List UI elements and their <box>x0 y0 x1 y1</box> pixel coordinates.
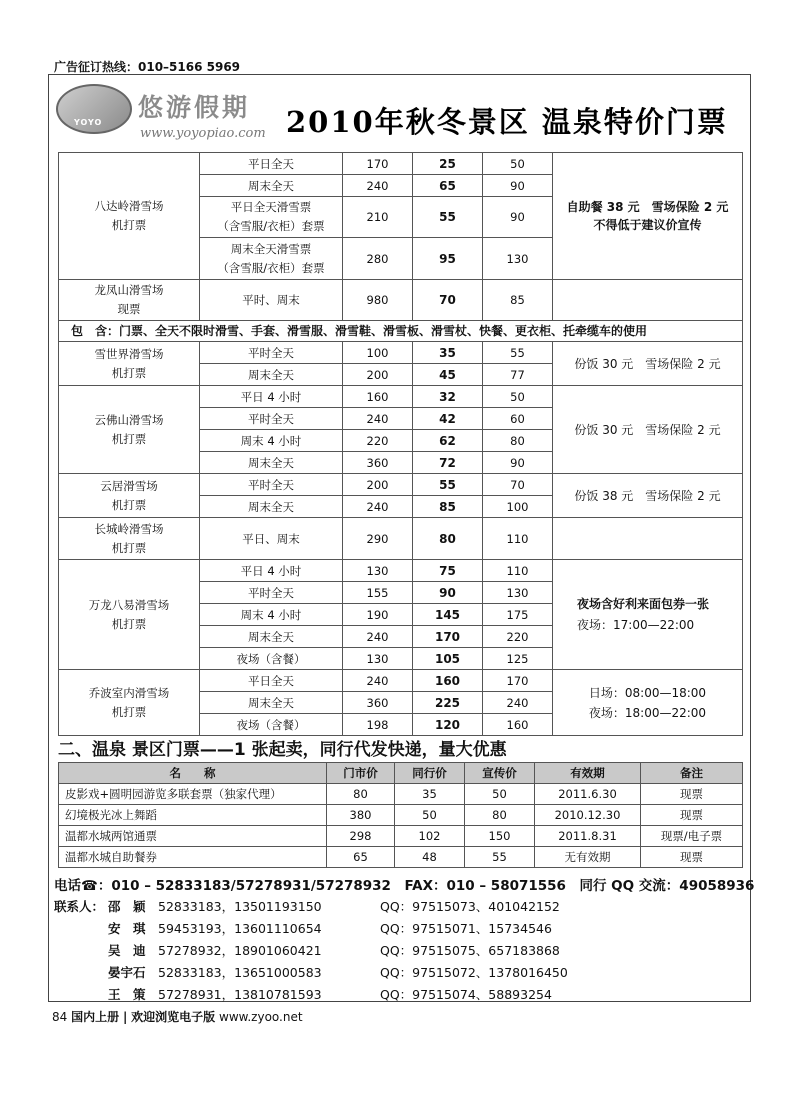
hotspring-price-table <box>58 762 743 868</box>
special-price: 75 <box>413 560 483 582</box>
list-price: 210 <box>343 197 413 238</box>
footer-section: 国内上册 <box>71 1010 120 1024</box>
note-cell <box>553 518 743 560</box>
ticket-type: 平日全天 <box>200 153 343 175</box>
list-price: 290 <box>343 518 413 560</box>
list-item <box>54 896 568 918</box>
contact-name: 晏宇石 <box>108 965 146 980</box>
ticket-type: 平时、周末 <box>200 280 343 321</box>
promo-price: 50 <box>483 386 553 408</box>
promo-price: 55 <box>483 342 553 364</box>
list-price: 190 <box>343 604 413 626</box>
table-row <box>59 153 743 175</box>
ticket-type: 周末全天 <box>200 626 343 648</box>
list-price: 130 <box>343 560 413 582</box>
contact-phones: 57278931，13810781593 <box>158 987 322 1002</box>
promo-price: 50 <box>465 784 535 805</box>
valid-until: 2011.6.30 <box>535 784 641 805</box>
promo-price: 90 <box>483 175 553 197</box>
promo-price: 130 <box>483 582 553 604</box>
venue-cell: 龙凤山滑雪场 现票 <box>59 280 200 321</box>
trade-price: 102 <box>395 826 465 847</box>
special-price: 160 <box>413 670 483 692</box>
trade-price: 35 <box>395 784 465 805</box>
note-cell: 份饭 30 元 雪场保险 2 元 <box>553 342 743 386</box>
ad-hotline: 广告征订热线：010–5166 5969 <box>54 60 241 74</box>
promo-price: 130 <box>483 238 553 280</box>
item-name: 温都水城自助餐券 <box>59 847 327 868</box>
special-price: 72 <box>413 452 483 474</box>
list-price: 240 <box>343 670 413 692</box>
table-row <box>59 560 743 582</box>
column-header: 有效期 <box>535 763 641 784</box>
ticket-type: 平日 4 小时 <box>200 386 343 408</box>
column-header: 备注 <box>641 763 743 784</box>
special-price: 25 <box>413 153 483 175</box>
promo-price: 80 <box>465 805 535 826</box>
special-price: 35 <box>413 342 483 364</box>
list-price: 200 <box>343 364 413 386</box>
ski-price-table <box>58 152 743 736</box>
valid-until: 2010.12.30 <box>535 805 641 826</box>
special-price: 170 <box>413 626 483 648</box>
contact-list <box>54 896 568 1006</box>
venue-cell: 云佛山滑雪场 机打票 <box>59 386 200 474</box>
remark: 现票 <box>641 784 743 805</box>
table-row <box>59 280 743 321</box>
footer-url[interactable]: www.zyoo.net <box>219 1010 303 1024</box>
venue-cell: 乔波室内滑雪场 机打票 <box>59 670 200 736</box>
list-price: 298 <box>327 826 395 847</box>
contact-phone-fax: 电话☎：010 – 52833183/57278931/57278932 FAX：010 – 58071556 同行 QQ 交流：49058936 <box>54 878 755 894</box>
list-price: 200 <box>343 474 413 496</box>
list-price: 240 <box>343 626 413 648</box>
logo-badge: YOYO <box>74 118 103 127</box>
title-text: 年秋冬景区 温泉特价门票 <box>374 105 728 139</box>
special-price: 62 <box>413 430 483 452</box>
ticket-type: 周末全天 <box>200 496 343 518</box>
special-price: 80 <box>413 518 483 560</box>
remark: 现票 <box>641 847 743 868</box>
contact-name: 安 琪 <box>108 921 146 936</box>
promo-price: 77 <box>483 364 553 386</box>
venue-cell: 长城岭滑雪场 机打票 <box>59 518 200 560</box>
valid-until: 无有效期 <box>535 847 641 868</box>
contact-name: 吴 迪 <box>108 943 146 958</box>
promo-price: 160 <box>483 714 553 736</box>
table-row <box>59 386 743 408</box>
column-header: 门市价 <box>327 763 395 784</box>
remark: 现票/电子票 <box>641 826 743 847</box>
ticket-type: 周末全天 <box>200 692 343 714</box>
trade-price: 48 <box>395 847 465 868</box>
brand-url[interactable]: www.yoyopiao.com <box>140 126 266 141</box>
contact-name: 邵 颖 <box>108 899 146 914</box>
brand-name: 悠游假期 <box>138 93 251 122</box>
contact-qq: QQ：97515073、401042152 <box>380 899 560 914</box>
column-header: 宣传价 <box>465 763 535 784</box>
remark: 现票 <box>641 805 743 826</box>
table-row <box>59 847 743 868</box>
special-price: 90 <box>413 582 483 604</box>
page-number: 84 <box>52 1010 68 1024</box>
list-price: 65 <box>327 847 395 868</box>
promo-price: 100 <box>483 496 553 518</box>
list-price: 198 <box>343 714 413 736</box>
table-row <box>59 805 743 826</box>
ticket-type: 平日 4 小时 <box>200 560 343 582</box>
list-item <box>54 984 568 1006</box>
venue-cell: 云居滑雪场 机打票 <box>59 474 200 518</box>
contact-qq: QQ：97515071、15734546 <box>380 921 552 936</box>
page-title <box>286 100 728 141</box>
ticket-type: 周末全天滑雪票 （含雪服/衣柜）套票 <box>200 238 343 280</box>
list-price: 155 <box>343 582 413 604</box>
special-price: 95 <box>413 238 483 280</box>
contact-qq: QQ：97515074、58893254 <box>380 987 552 1002</box>
ticket-type: 平时全天 <box>200 474 343 496</box>
ticket-type: 夜场（含餐） <box>200 714 343 736</box>
included-items: 包 含：门票、全天不限时滑雪、手套、滑雪服、滑雪鞋、滑雪板、滑雪杖、快餐、更衣柜、托牵缆车的使用 <box>59 321 743 342</box>
table-row <box>59 518 743 560</box>
contact-name: 王 策 <box>108 987 146 1002</box>
table-row <box>59 826 743 847</box>
special-price: 70 <box>413 280 483 321</box>
promo-price: 150 <box>465 826 535 847</box>
list-price: 980 <box>343 280 413 321</box>
special-price: 120 <box>413 714 483 736</box>
promo-price: 55 <box>465 847 535 868</box>
list-price: 80 <box>327 784 395 805</box>
valid-until: 2011.8.31 <box>535 826 641 847</box>
list-price: 240 <box>343 408 413 430</box>
special-price: 42 <box>413 408 483 430</box>
note-cell: 份饭 38 元 雪场保险 2 元 <box>553 474 743 518</box>
ticket-type: 平时全天 <box>200 408 343 430</box>
item-name: 温都水城两馆通票 <box>59 826 327 847</box>
contact-phones: 57278932，18901060421 <box>158 943 322 958</box>
item-name: 幻境极光冰上舞蹈 <box>59 805 327 826</box>
list-price: 360 <box>343 452 413 474</box>
ticket-type: 周末 4 小时 <box>200 430 343 452</box>
special-price: 55 <box>413 197 483 238</box>
promo-price: 70 <box>483 474 553 496</box>
ticket-type: 夜场（含餐） <box>200 648 343 670</box>
special-price: 225 <box>413 692 483 714</box>
promo-price: 220 <box>483 626 553 648</box>
promo-price: 80 <box>483 430 553 452</box>
promo-price: 240 <box>483 692 553 714</box>
note-cell: 自助餐 38 元 雪场保险 2 元 不得低于建议价宣传 <box>553 153 743 280</box>
ticket-type: 周末全天 <box>200 452 343 474</box>
list-item <box>54 918 568 940</box>
section-title: 二、温泉 景区门票——1 张起卖，同行代发快递，量大优惠 <box>58 740 507 760</box>
venue-cell: 八达岭滑雪场 机打票 <box>59 153 200 280</box>
promo-price: 50 <box>483 153 553 175</box>
promo-price: 125 <box>483 648 553 670</box>
special-price: 32 <box>413 386 483 408</box>
note-cell <box>553 280 743 321</box>
item-name: 皮影戏+圆明园游览多联套票（独家代理） <box>59 784 327 805</box>
list-price: 280 <box>343 238 413 280</box>
ticket-type: 周末 4 小时 <box>200 604 343 626</box>
note-cell: 日场：08:00—18:00 夜场：18:00—22:00 <box>553 670 743 736</box>
contact-phones: 52833183，13501193150 <box>158 899 322 914</box>
table-row <box>59 321 743 342</box>
ticket-type: 平时全天 <box>200 582 343 604</box>
promo-price: 85 <box>483 280 553 321</box>
list-price: 170 <box>343 153 413 175</box>
list-price: 130 <box>343 648 413 670</box>
contact-qq: QQ：97515075、657183868 <box>380 943 560 958</box>
table-row <box>59 784 743 805</box>
contact-qq: QQ：97515072、1378016450 <box>380 965 568 980</box>
trade-price: 50 <box>395 805 465 826</box>
ticket-type: 周末全天 <box>200 364 343 386</box>
title-year: 2010 <box>286 105 375 139</box>
special-price: 45 <box>413 364 483 386</box>
ticket-type: 平时全天 <box>200 342 343 364</box>
table-header <box>59 763 743 784</box>
list-price: 380 <box>327 805 395 826</box>
ticket-type: 平日全天滑雪票 （含雪服/衣柜）套票 <box>200 197 343 238</box>
contacts-label: 联系人： <box>54 899 105 914</box>
list-price: 240 <box>343 496 413 518</box>
column-header: 名 称 <box>59 763 327 784</box>
promo-price: 175 <box>483 604 553 626</box>
promo-price: 170 <box>483 670 553 692</box>
venue-cell: 雪世界滑雪场 机打票 <box>59 342 200 386</box>
note-cell: 份饭 30 元 雪场保险 2 元 <box>553 386 743 474</box>
list-item <box>54 962 568 984</box>
ticket-type: 平日、周末 <box>200 518 343 560</box>
table-row <box>59 342 743 364</box>
contact-phones: 52833183，13651000583 <box>158 965 322 980</box>
list-item <box>54 940 568 962</box>
ticket-type: 平日全天 <box>200 670 343 692</box>
promo-price: 90 <box>483 452 553 474</box>
column-header: 同行价 <box>395 763 465 784</box>
list-price: 360 <box>343 692 413 714</box>
contact-phones: 59453193，13601110654 <box>158 921 322 936</box>
special-price: 65 <box>413 175 483 197</box>
ticket-type: 周末全天 <box>200 175 343 197</box>
special-price: 145 <box>413 604 483 626</box>
note-cell: 夜场含好利来面包券一张 夜场：17:00—22:00 <box>553 560 743 670</box>
list-price: 220 <box>343 430 413 452</box>
table-row <box>59 474 743 496</box>
special-price: 85 <box>413 496 483 518</box>
footer-slogan: 欢迎浏览电子版 <box>131 1010 216 1024</box>
list-price: 240 <box>343 175 413 197</box>
list-price: 100 <box>343 342 413 364</box>
special-price: 105 <box>413 648 483 670</box>
list-price: 160 <box>343 386 413 408</box>
promo-price: 90 <box>483 197 553 238</box>
venue-cell: 万龙八易滑雪场 机打票 <box>59 560 200 670</box>
page-footer <box>52 1008 303 1025</box>
promo-price: 110 <box>483 518 553 560</box>
promo-price: 110 <box>483 560 553 582</box>
footer-separator: | <box>122 1010 128 1024</box>
special-price: 55 <box>413 474 483 496</box>
promo-price: 60 <box>483 408 553 430</box>
table-row <box>59 670 743 692</box>
